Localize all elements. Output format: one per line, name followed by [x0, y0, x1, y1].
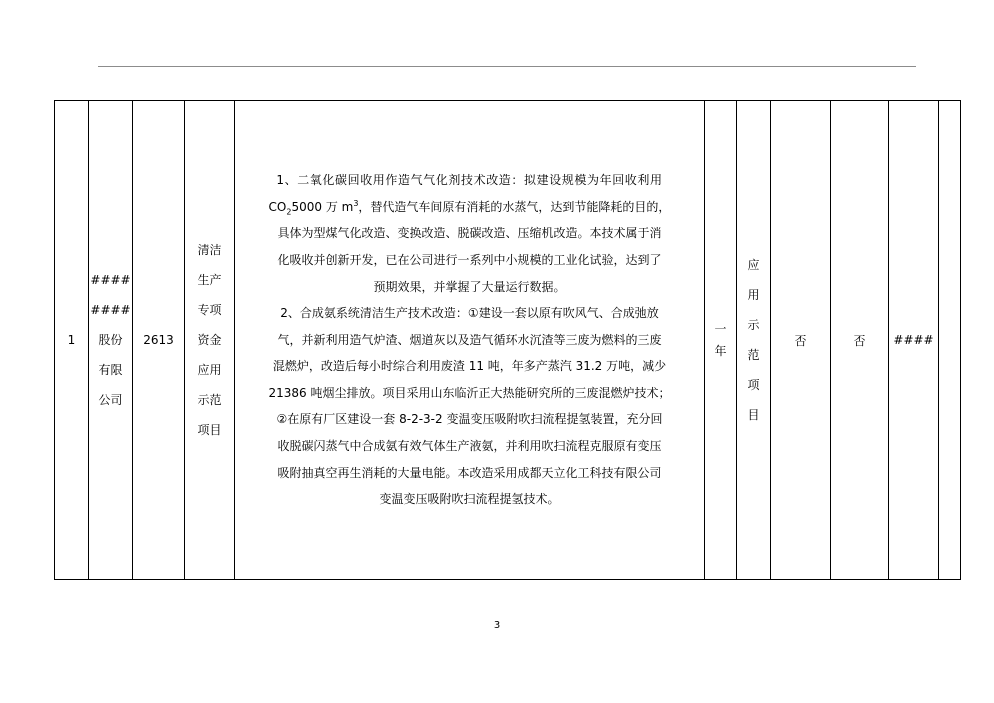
description-line: 1、二氧化碳回收用作造气气化剂技术改造：拟建设规模为年回收利用 [276, 173, 663, 188]
project-table [54, 100, 961, 580]
description-cell [235, 101, 705, 580]
row-index: 1 [67, 333, 76, 347]
flag-a-cell [771, 101, 831, 580]
construction-period: 一 年 [714, 322, 727, 358]
row-index-cell [55, 101, 89, 580]
project-type: 清洁 生产 专项 资金 应用 示范 项目 [197, 243, 222, 437]
description-line: 混燃炉，改造后每小时综合利用废渣 11 吨，年多产蒸汽 31.2 万吨，减少 [272, 359, 667, 374]
description-line: 收脱碳闪蒸气中合成氨有效气体生产液氨，并利用吹扫流程克服原有变压 [277, 439, 662, 454]
description-line: 变温变压吸附吹扫流程提氢技术。 [379, 492, 560, 507]
company-cell [89, 101, 133, 580]
company-name: #### #### 股份 有限 公司 [90, 273, 131, 407]
table-row [55, 101, 961, 580]
category-cell [737, 101, 771, 580]
description-line: 预期效果，并掌握了大量运行数据。 [373, 279, 566, 294]
amount-cell [889, 101, 939, 580]
description-line: 气，并新利用造气炉渣、烟道灰以及造气循环水沉渣等三废为燃料的三废 [277, 332, 662, 347]
description-line: 2、合成氨系统清洁生产技术改造：①建设一套以原有吹风气、合成弛放 [280, 306, 659, 321]
description-line: 化吸收并创新开发，已在公司进行一系列中小规模的工业化试验，达到了 [277, 252, 662, 267]
header-rule [98, 66, 916, 67]
code-cell [133, 101, 185, 580]
flag-b: 否 [853, 333, 866, 348]
amount: #### [893, 333, 934, 347]
last-cell [939, 101, 961, 580]
description-line: ②在原有厂区建设一套 8-2-3-2 变温变压吸附吹扫流程提氢装置，充分回 [276, 412, 663, 427]
period-cell [705, 101, 737, 580]
project-type-cell [185, 101, 235, 580]
flag-b-cell [831, 101, 889, 580]
page-number: 3 [493, 620, 501, 631]
description-line: 21386 吨烟尘排放。项目采用山东临沂正大热能研究所的三废混燃炉技术； [268, 385, 671, 400]
description-line: 具体为型煤气化改造、变换改造、脱碳改造、压缩机改造。本技术属于消 [277, 226, 662, 241]
description-line: 吸附抽真空再生消耗的大量电能。本改造采用成都天立化工科技有限公司 [277, 465, 662, 480]
industry-code: 2613 [143, 333, 174, 347]
description-line: $CO_25000$ 万 $m^3$，替代造气车间原有消耗的水蒸气，达到节能降耗的目的， [268, 198, 671, 217]
project-category: 应 用 示 范 项 目 [747, 258, 760, 422]
flag-a: 否 [794, 333, 807, 348]
